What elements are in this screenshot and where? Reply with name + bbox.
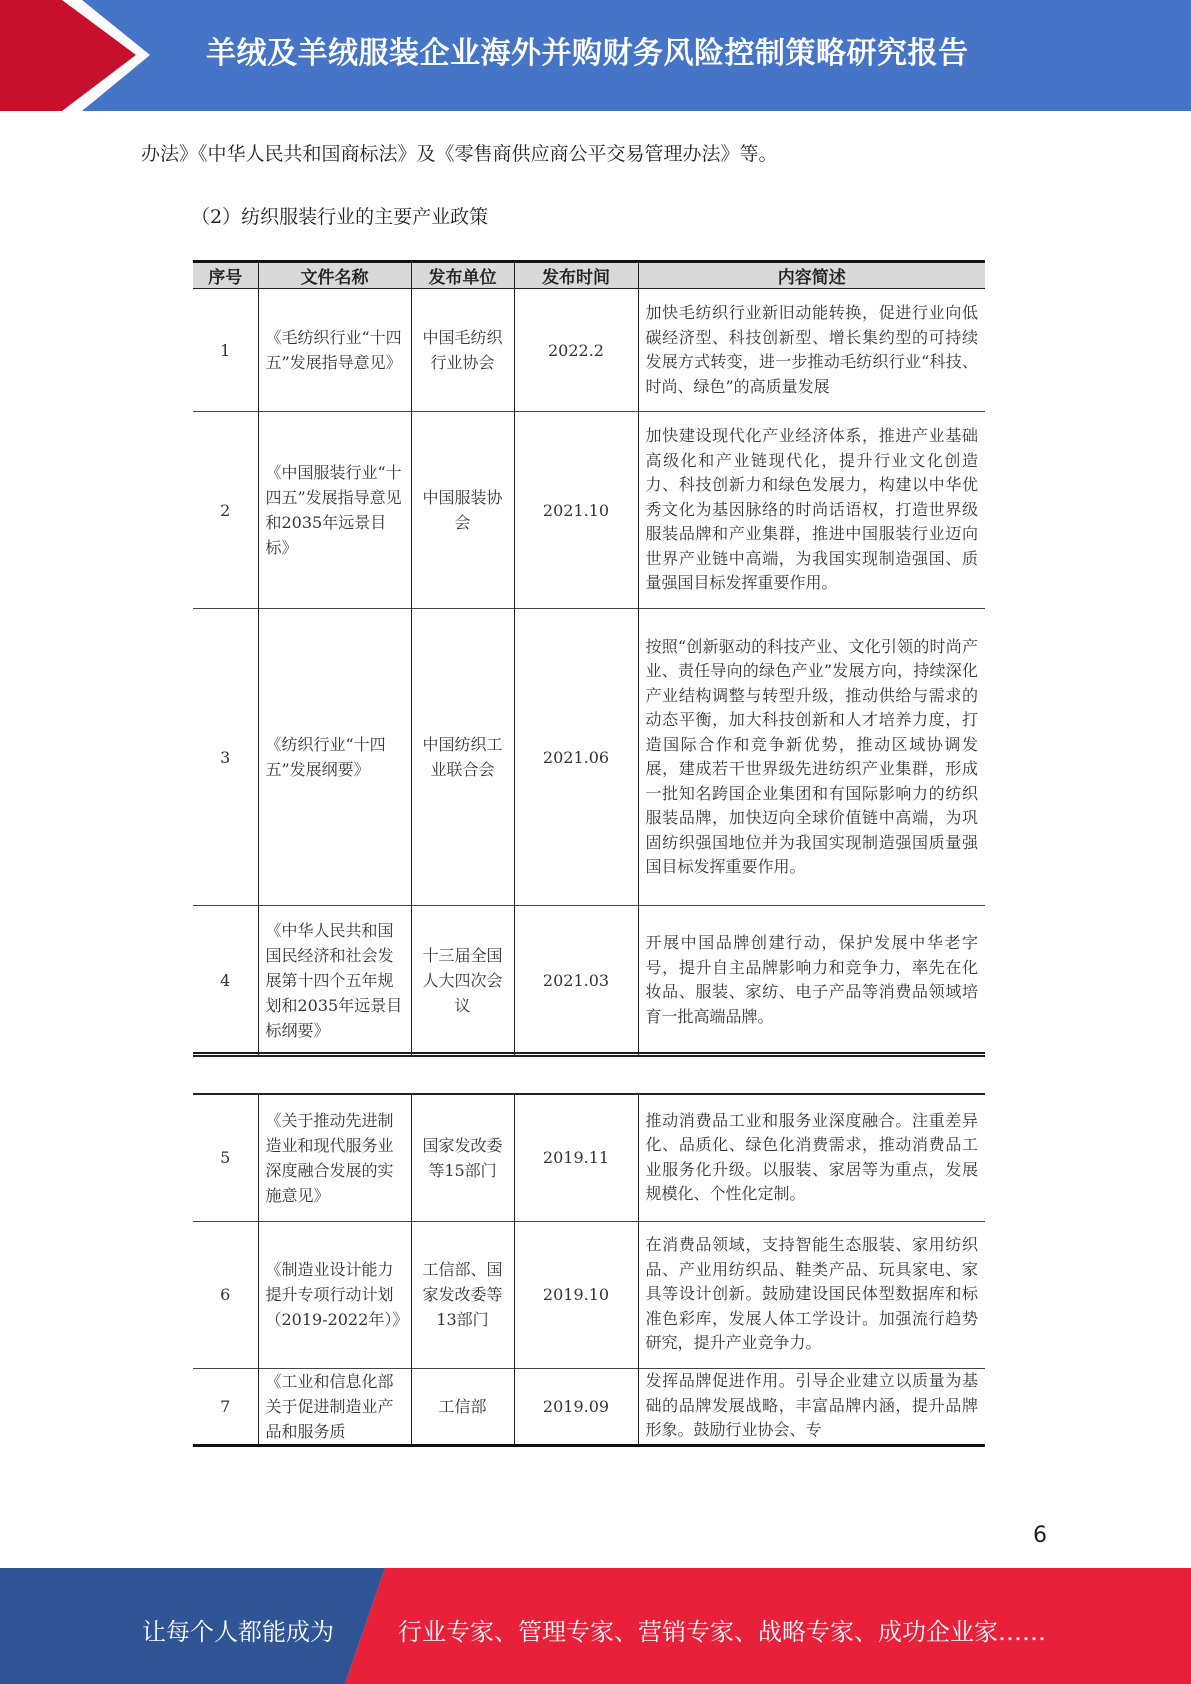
row-date: 2021.10 (514, 412, 638, 609)
row-doc-name: 《纺织行业“十四五”发展纲要》 (258, 609, 411, 906)
row-seq: 5 (193, 1094, 258, 1221)
table-row (193, 289, 985, 412)
row-doc-name: 《关于推动先进制造业和现代服务业深度融合发展的实施意见》 (258, 1094, 411, 1221)
report-title: 羊绒及羊绒服装企业海外并购财务风险控制策略研究报告 (206, 36, 969, 71)
header-date: 发布时间 (514, 262, 638, 289)
row-date: 2021.03 (514, 906, 638, 1056)
table-row (193, 609, 985, 906)
row-issuer: 中国毛纺织行业协会 (411, 289, 514, 412)
row-issuer: 国家发改委等15部门 (411, 1094, 514, 1221)
row-issuer: 中国纺织工业联合会 (411, 609, 514, 906)
row-date: 2019.10 (514, 1221, 638, 1368)
row-summary: 在消费品领域，支持智能生态服装、家用纺织品、产业用纺织品、鞋类产品、玩具家电、家具等设计创新。鼓励建设国民体型数据库和标准色彩库，发展人体工学设计。加强流行趋势研究，提升产业竞争力。 (638, 1221, 985, 1368)
row-date: 2021.06 (514, 609, 638, 906)
page-header (0, 0, 1191, 111)
header-issuer: 发布单位 (411, 262, 514, 289)
header-summary: 内容简述 (638, 262, 985, 289)
row-seq: 7 (193, 1368, 258, 1445)
footer-slogan-left: 让每个人都能成为 (142, 1618, 334, 1646)
row-doc-name: 《工业和信息化部关于促进制造业产品和服务质 (258, 1368, 411, 1445)
row-doc-name: 《中华人民共和国国民经济和社会发展第十四个五年规划和2035年远景目标纲要》 (258, 906, 411, 1056)
row-seq: 2 (193, 412, 258, 609)
row-date: 2022.2 (514, 289, 638, 412)
row-issuer: 十三届全国人大四次会议 (411, 906, 514, 1056)
row-summary: 加快建设现代化产业经济体系，推进产业基础高级化和产业链现代化，提升行业文化创造力、科技创新力和绿色发展力，构建以中华优秀文化为基因脉络的时尚话语权，打造世界级服装品牌和产业集群，推进中国服装行业迈向世界产业链中高端，为我国实现制造强国、质量强国目标发挥重要作用。 (638, 412, 985, 609)
row-summary: 加快毛纺织行业新旧动能转换，促进行业向低碳经济型、科技创新型、增长集约型的可持续发展方式转变，进一步推动毛纺织行业“科技、时尚、绿色”的高质量发展 (638, 289, 985, 412)
policy-table-part-1 (193, 260, 985, 1057)
row-date: 2019.11 (514, 1094, 638, 1221)
policy-table-part-2 (193, 1093, 985, 1447)
row-doc-name: 《中国服装行业“十四五”发展指导意见和2035年远景目标》 (258, 412, 411, 609)
table-break-line (193, 1052, 985, 1054)
row-summary: 开展中国品牌创建行动，保护发展中华老字号，提升自主品牌影响力和竞争力，率先在化妆品、服装、家纺、电子产品等消费品领域培育一批高端品牌。 (638, 906, 985, 1056)
row-doc-name: 《毛纺织行业“十四五”发展指导意见》 (258, 289, 411, 412)
row-summary: 发挥品牌促进作用。引导企业建立以质量为基础的品牌发展战略，丰富品牌内涵，提升品牌形象。鼓励行业协会、专 (638, 1368, 985, 1445)
table-row (193, 412, 985, 609)
row-doc-name: 《制造业设计能力提升专项行动计划（2019-2022年）》 (258, 1221, 411, 1368)
page-footer (0, 1568, 1191, 1684)
section-subheading: （2）纺织服装行业的主要产业政策 (191, 206, 489, 228)
table-row (193, 906, 985, 1056)
row-date: 2019.09 (514, 1368, 638, 1445)
row-issuer: 中国服装协会 (411, 412, 514, 609)
page-number: 6 (1033, 1523, 1047, 1548)
row-seq: 3 (193, 609, 258, 906)
footer-slogan-right: 行业专家、管理专家、营销专家、战略专家、成功企业家…… (398, 1618, 1046, 1646)
paragraph-tail: 办法》《中华人民共和国商标法》及《零售商供应商公平交易管理办法》等。 (141, 143, 778, 165)
row-summary: 推动消费品工业和服务业深度融合。注重差异化、品质化、绿色化消费需求，推动消费品工业服务化升级。以服装、家居等为重点，发展规模化、个性化定制。 (638, 1094, 985, 1221)
header-seq: 序号 (193, 262, 258, 289)
header-doc-name: 文件名称 (258, 262, 411, 289)
row-seq: 6 (193, 1221, 258, 1368)
row-seq: 4 (193, 906, 258, 1056)
row-summary: 按照“创新驱动的科技产业、文化引领的时尚产业、责任导向的绿色产业”发展方向，持续深化产业结构调整与转型升级，推动供给与需求的动态平衡，加大科技创新和人才培养力度，打造国际合作和竞争新优势，推动区域协调发展，建成若干世界级先进纺织产业集群，形成一批知名跨国企业集团和有国际影响力的纺织服装品牌，加快迈向全球价值链中高端，为巩固纺织强国地位并为我国实现制造强国质量强国目标发挥重要作用。 (638, 609, 985, 906)
table-header-row (193, 262, 985, 289)
row-issuer: 工信部 (411, 1368, 514, 1445)
table-row (193, 1094, 985, 1221)
table-row (193, 1368, 985, 1445)
header-arrow-decoration (0, 0, 160, 111)
table-row (193, 1221, 985, 1368)
row-issuer: 工信部、国家发改委等13部门 (411, 1221, 514, 1368)
row-seq: 1 (193, 289, 258, 412)
